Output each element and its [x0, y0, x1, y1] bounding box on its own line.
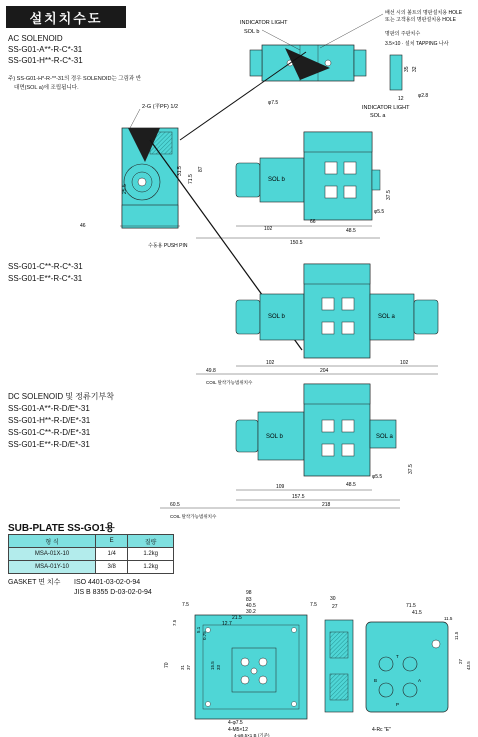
dim-49-8: 49.8: [206, 368, 216, 374]
top-view: [250, 45, 402, 90]
dim-43-5: 43.5: [466, 661, 471, 670]
port-thread-note: 4-Rc "E": [372, 727, 391, 733]
top-coil-left: [250, 50, 262, 76]
coil-right-ac2: [414, 300, 438, 334]
dim-71-5: 71.5: [188, 174, 194, 184]
dim-35: 35: [404, 66, 410, 72]
sol-b-label-front: SOL b: [268, 177, 285, 183]
dim-98: 98: [246, 590, 252, 596]
bolt-note-2: 4-M5×12: [228, 727, 248, 733]
gasket-jis: JIS B 8355 D-03-02-0-94: [74, 589, 152, 596]
wiring-note-2: 또는 고객용의 명판설치용 HOLE: [385, 17, 456, 23]
table-cell: 3/8: [96, 561, 128, 574]
dim-87: 87: [198, 166, 204, 172]
port-b: B: [374, 678, 378, 683]
table-header: 형 식: [9, 535, 96, 548]
bolt-note-1: 4-φ7.5: [228, 720, 243, 726]
tapping-label: 3.5×10 · 설치 TAPPING 나사: [385, 41, 449, 47]
dim-5-1: 5.1: [196, 626, 201, 633]
dim-21-5: 21.5: [232, 615, 242, 621]
dim-phi5-5-dc: φ5.5: [372, 474, 383, 480]
dc-solenoid-heading: DC SOLENOID 및 정류기부착: [8, 392, 114, 401]
table-header: 질량: [128, 535, 174, 548]
indicator-light-label-2: INDICATOR LIGHT: [362, 105, 410, 111]
ac-note-line2: 대면(SOL a)에 조립됩니다.: [14, 85, 79, 91]
dc-model-3: SS-G01-C**-R-D/E*-31: [8, 428, 91, 437]
dim-60-5: 60.5: [170, 502, 180, 508]
dc-model-2: SS-G01-H**-R-D/E*-31: [8, 416, 91, 425]
sub-plate-heading: SUB-PLATE SS-GO1용: [8, 523, 115, 534]
dim-48-5-top: 48.5: [346, 228, 356, 234]
dim-46: 46: [80, 223, 86, 229]
dim-15-5: 15.5: [210, 661, 215, 670]
dim-41-5: 41.5: [412, 610, 422, 616]
dim-7-5-h: 7.5: [172, 619, 177, 626]
dim-7-5-right: 7.5: [310, 602, 317, 608]
dim-66: 66: [310, 219, 316, 225]
nameplate-label: 명판의 주판치수: [385, 31, 421, 37]
ac-model-3: SS-G01-C**-R-C*-31: [8, 262, 83, 271]
dim-102-right: 102: [400, 360, 409, 366]
sol-a-label-dc: SOL a: [376, 434, 393, 440]
dim-0-75: 0.75: [202, 631, 207, 640]
dim-40-5: 40.5: [246, 603, 256, 609]
gasket-iso: ISO 4401-03-02-0-94: [74, 579, 141, 586]
coil-note-dc: COIL 탈착가능범위치수: [170, 514, 217, 519]
port-t: T: [396, 654, 399, 659]
table-cell: 1.2kg: [128, 548, 174, 561]
leader-arrow-2: [180, 52, 306, 140]
dim-102-left: 102: [266, 360, 275, 366]
indicator-light-label: INDICATOR LIGHT: [240, 20, 288, 26]
nameplate-side: [390, 55, 402, 90]
sub-plate-bottom-view: [366, 622, 448, 712]
top-coil-right: [354, 50, 366, 76]
sol-a-label-ac2: SOL a: [378, 314, 395, 320]
dim-157-5: 157.5: [292, 494, 305, 500]
table-cell: MSA-01Y-10: [9, 561, 96, 574]
sol-b-label-top: SOL b: [244, 29, 260, 35]
port-a: A: [418, 678, 422, 683]
sol-a-label-top: SOL a: [370, 113, 386, 119]
dim-32: 32: [412, 66, 418, 72]
ac-model-1: SS-G01-A**-R-C*-31: [8, 45, 83, 54]
front-view-ac-2: [236, 264, 438, 358]
sol-b-label-dc: SOL b: [266, 434, 283, 440]
page-title: 설치치수도: [6, 6, 126, 28]
table-cell: 1.2kg: [128, 561, 174, 574]
dim-12: 12: [398, 96, 404, 102]
ac-note-line1: 주) SS-G01-H*-R-**-31의 경우 SOLENOID는 그림과 반: [8, 76, 142, 82]
sub-plate-side-view: [325, 620, 353, 712]
ac-model-4: SS-G01-E**-R-C*-31: [8, 274, 83, 283]
dim-phi7-5: φ7.5: [268, 100, 279, 106]
coil-left-dc: [236, 420, 258, 452]
dim-83: 83: [246, 597, 252, 603]
dim-204: 204: [320, 368, 329, 374]
dim-11-5-a: 11.5: [444, 616, 453, 621]
front-view-ac-1: [236, 132, 380, 220]
dim-102-top: 102: [264, 226, 273, 232]
front-coil-left: [236, 163, 260, 197]
dim-37: 37: [186, 664, 191, 670]
dc-model-4: SS-G01-E**-R-D/E*-31: [8, 440, 90, 449]
dim-109: 109: [276, 484, 285, 490]
coil-note-ac: COIL 탈착가능범위치수: [206, 380, 253, 385]
dc-model-1: SS-G01-A**-R-D/E*-31: [8, 404, 90, 413]
bolt-note-3: 4-φ9.5×1 B (기준): [234, 733, 270, 737]
dim-7-5-left: 7.5: [182, 602, 189, 608]
dim-33: 33: [216, 664, 221, 670]
table-header: E: [96, 535, 128, 548]
dim-218: 218: [322, 502, 331, 508]
dim-11-5-b: 11.5: [454, 631, 459, 640]
dim-71-5-plate: 71.5: [406, 603, 416, 609]
dim-25-5: 25.5: [122, 184, 128, 194]
dim-phi5-5-top: φ5.5: [374, 209, 385, 215]
dim-30-2: 30.2: [246, 609, 256, 615]
sol-b-label-ac2: SOL b: [268, 314, 285, 320]
dim-30-side: 30: [330, 596, 336, 602]
side-view: [122, 128, 178, 228]
dim-150-5: 150.5: [290, 240, 303, 246]
dim-27-side: 27: [332, 604, 338, 610]
dim-27-plate: 27: [458, 658, 463, 664]
dim-phi2-8: φ2.8: [418, 93, 429, 99]
dim-12-7: 12.7: [222, 621, 232, 627]
gasket-label: GASKET 면 치수: [8, 579, 61, 586]
port-p: P: [396, 702, 400, 707]
dim-31: 31: [180, 664, 185, 670]
dim-31-5: 31.5: [177, 166, 183, 176]
table-cell: MSA-01X-10: [9, 548, 96, 561]
dim-37-5-dc: 37.5: [408, 464, 414, 474]
front-view-dc: [236, 384, 396, 476]
port-note: 2-G (平PF) 1/2: [142, 104, 179, 110]
table-cell: 1/4: [96, 548, 128, 561]
dim-48-5-dc: 48.5: [346, 482, 356, 488]
dim-70: 70: [164, 662, 170, 668]
push-pin-label: 수동용 PUSH PIN: [148, 243, 188, 249]
dim-37-5-top: 37.5: [386, 190, 392, 200]
wiring-note-1: 배선 시의 볼트의 명판설치용 HOLE: [385, 10, 463, 16]
ac-model-2: SS-G01-H**-R-C*-31: [8, 56, 83, 65]
coil-left-ac2: [236, 300, 260, 334]
ac-solenoid-heading: AC SOLENOID: [8, 34, 63, 43]
